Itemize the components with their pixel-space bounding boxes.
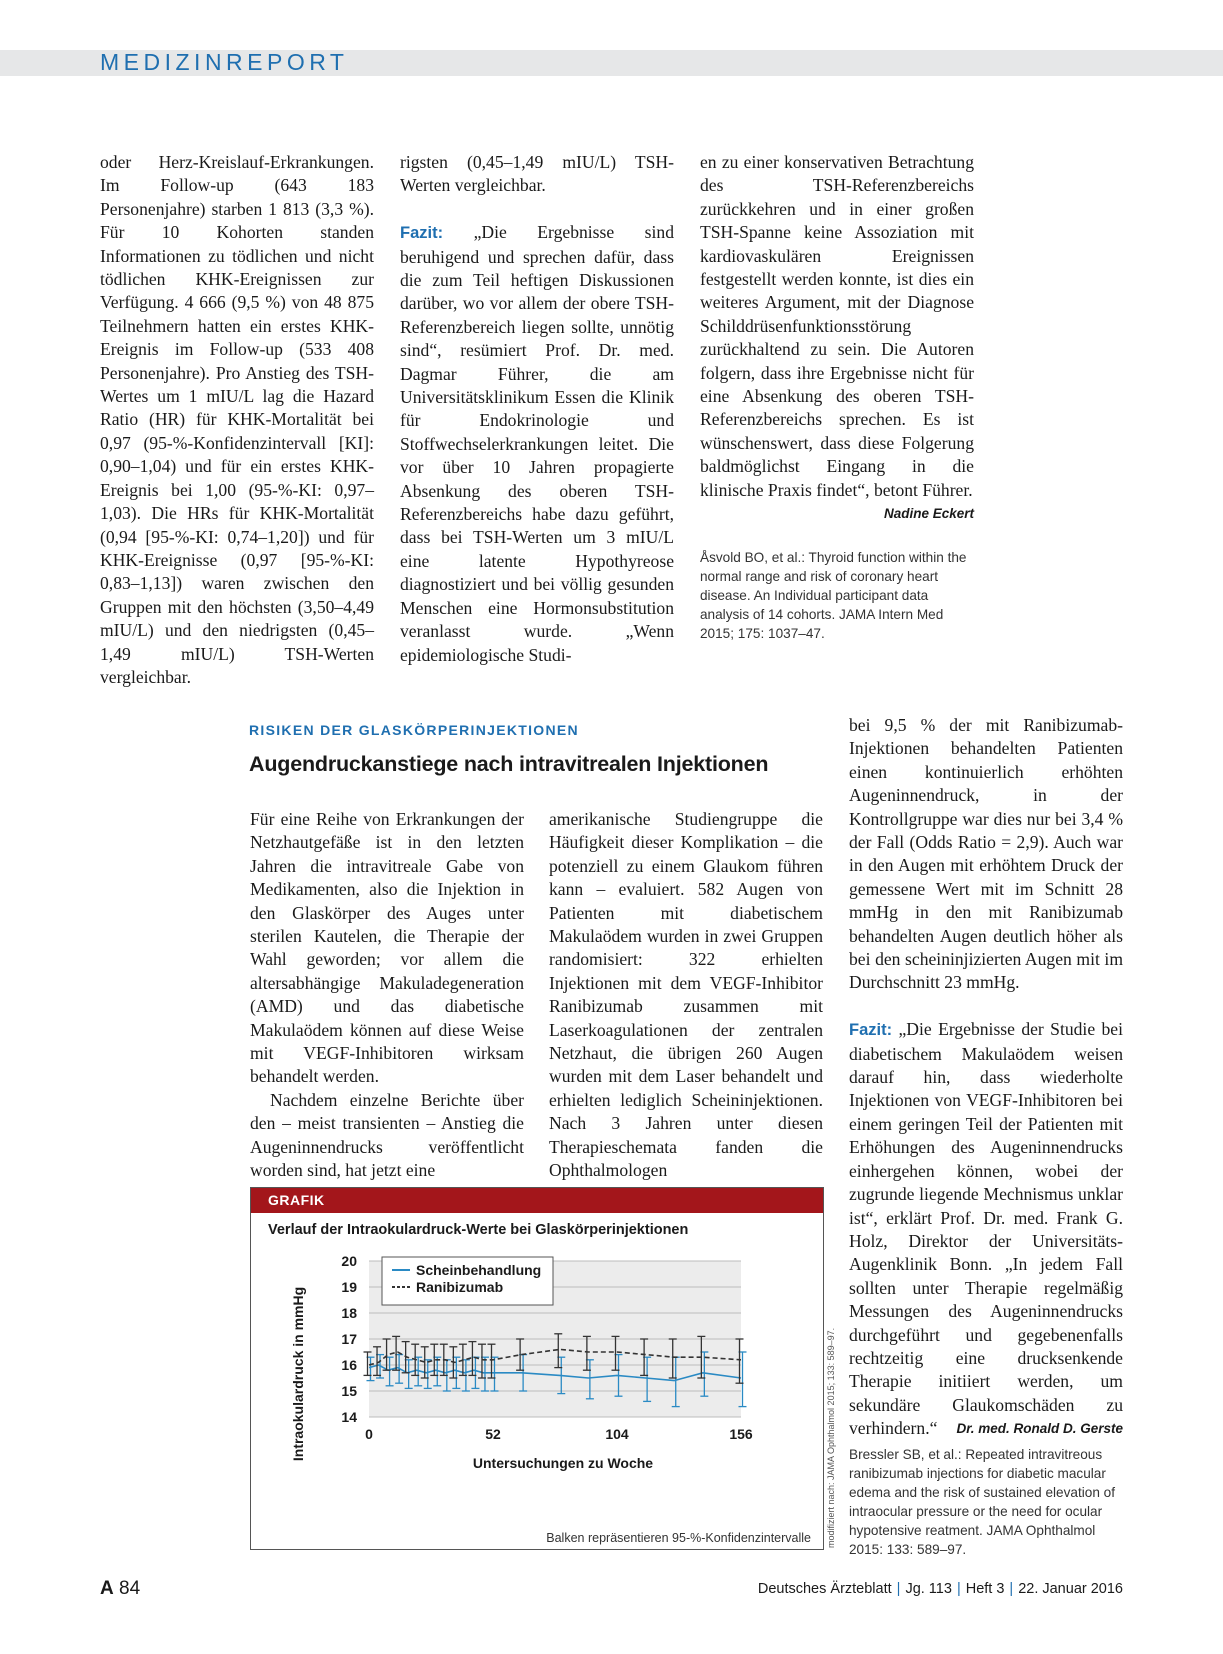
article2-fazit-paragraph [849,1018,1123,1440]
y-tick-label: 19 [341,1279,357,1295]
page-prefix: A [100,1578,114,1599]
article1-column-3 [700,151,974,526]
article1-author: Nadine Eckert [883,506,974,522]
x-tick-label: 0 [365,1426,373,1442]
y-tick-label: 20 [341,1253,357,1269]
footer-date: 22. Januar 2016 [1018,1581,1123,1597]
article1-column-1 [100,151,374,689]
legend-entry: Scheinbehandlung [416,1262,542,1278]
article1-col3-text: en zu einer konservativen Betrachtung des TSH-Referenzbereichs zurückkehren und in einer großen TSH-Spanne keine Assoziation mit kardiovaskulären Ereignissen festgestellt werden konnte, ist dies ein weiteres Argument, mit der Diagnose Schilddrüsenfunktionsstörung zurückhaltend zu sein. Die Autoren folgern, dass ihre Ergebnisse nicht für eine Absenkung des oberen TSH-Referenzbereichs sprechen. Es ist wünschenswert, dass diese Folgerung baldmöglichst Eingang in die klinische Praxis findet“, betont Führer. [700,152,974,500]
y-tick-label: 15 [341,1383,357,1399]
grafik-title: Verlauf der Intraokulardruck-Werte bei Glaskörperinjektionen [268,1222,689,1238]
chart-svg [251,1188,823,1549]
footer-journal: Deutsches Ärzteblatt [757,1581,892,1597]
article1-col1-text: oder Herz-Kreislauf-Erkrankungen. Im Follow-up (643 183 Personenjahre) starben 1 813 (3,3 %). Für 10 Kohorten standen Informationen zu tödlichen und nicht tödlichen KHK-Ereignissen zur Verfügung. 4 666 (9,5 %) von 48 875 Teilnehmern hatten ein erstes KHK-Ereignis im Follow-up (533 408 Personenjahre). Pro Anstieg des TSH-Wertes um 1 mIU/L lag die Hazard Ratio (HR) für KHK-Mortalität bei 0,97 (95-%-Konfidenzintervall [KI]: 0,90–1,04) und für ein erstes KHK-Ereignis bei 1,00 (95-%-KI: 0,97–1,03). Die HRs für KHK-Mortalität (0,94 [95-%-KI: 0,74–1,20]) und für KHK-Ereignisse (0,97 [95-%-KI: 0,83–1,13]) waren zwischen den Gruppen mit den höchsten (3,50–4,49 mIU/L) und den niedrigsten (0,45–1,49 mIU/L) TSH-Werten vergleichbar. [100,152,374,687]
x-axis-label: Untersuchungen zu Woche [472,1455,654,1471]
section-label: MEDIZINREPORT [100,49,349,75]
x-tick-label: 156 [729,1426,753,1442]
grafik-source: modifiziert nach: JAMA Ophthalmol 2015; 133: 589–97. [826,1327,836,1548]
article2-author: Dr. med. Ronald D. Gerste [956,1421,1123,1437]
fazit-label: Fazit: [400,224,444,243]
article2-kicker: RISIKEN DER GLASKÖRPERINJEKTIONEN [249,722,579,738]
article1-col2-text-2: „Die Ergebnisse sind beruhigend und sprechen dafür, dass die zum Teil heftigen Diskussionen darüber, wo vor allem der obere TSH-Referenzbereich liegen sollte, unnötig sind“, resümiert Prof. Dr. med. Dagmar Führer, die am Universitätsklinikum Essen die Klinik für Endokrinologie und Stoffwechselerkrankungen leitet. Die vor über 10 Jahren propagierte Absenkung des oberen TSH-Referenzbereichs habe dazu geführt, dass bei TSH-Werten um 3 mIU/L eine latente Hypothyreose diagnostiziert und bei völlig gesunden Menschen eine Hormonsubstitution veranlasst wurde. „Wenn epidemiologische Studi- [400,222,674,665]
fazit-label: Fazit: [849,1021,893,1040]
y-tick-label: 18 [341,1305,357,1321]
article1-reference: Åsvold BO, et al.: Thyroid function within the normal range and risk of coronary heart disease. An Individual participant data analysis of 14 cohorts. JAMA Intern Med 2015; 175: 1037–47. [700,550,967,641]
article1-fazit-paragraph [400,221,674,667]
page-number [100,1578,140,1600]
grafik-box [250,1187,824,1550]
article2-column-1 [250,808,524,1183]
article2-col1-text-1: Für eine Reihe von Erkrankungen der Netzhautgefäße ist in den letzten Jahren die intravitreale Gabe von Medikamenten, also die Injektion in den Glaskörper des Auges unter sterilen Kautelen, die Therapie der Wahl geworden; vor allem die altersabhängige Makuladegeneration (AMD) und das diabetische Makulaödem können auf diese Weise mit VEGF-Inhibitoren wirksam behandelt werden. [250,809,524,1087]
article2-col3-text-1: bei 9,5 % der mit Ranibizumab-Injektionen behandelten Patienten einen kontinuierlich erhöhten Augeninnendruck, in der Kontrollgruppe war dies nur bei 3,4 % der Fall (Odds Ratio = 2,9). Auch war in den Augen mit erhöhtem Druck der gemessene Wert mit im Schnitt 28 mmHg in den mit Ranibizumab behandelten Augen deutlich höher als bei den scheininjizierten Augen mit im Durchschnitt 23 mmHg. [849,715,1123,993]
legend-entry: Ranibizumab [416,1279,504,1295]
footer-issue: Heft 3 [965,1581,1005,1597]
article1-col2-text-1: rigsten (0,45–1,49 mIU/L) TSH-Werten vergleichbar. [400,152,674,196]
article2-col1-text-2: Nachdem einzelne Berichte über den – meist transienten – Anstieg die Augeninnendrucks veröffentlicht worden sind, hat jetzt eine [250,1089,524,1181]
article2-column-2 [549,808,823,1183]
article2-column-3 [849,714,1123,1441]
grafik-label: GRAFIK [251,1188,823,1213]
y-tick-label: 14 [341,1409,357,1425]
x-tick-label: 52 [485,1426,501,1442]
footer-volume: Jg. 113 [905,1581,952,1597]
footer-info: Deutsches Ärzteblatt | Jg. 113 | Heft 3 | 22. Januar 2016 [757,1581,1123,1597]
y-tick-label: 16 [341,1357,357,1373]
article1-column-2 [400,151,674,667]
article2-reference: Bressler SB, et al.: Repeated intravitreous ranibizumab injections for diabetic macular edema and the risk of sustained elevation of intraocular pressure or the need for ocular hypotensive reatment. JAMA Ophthalmol 2015: 133: 589–97. [849,1447,1116,1557]
page-number-value: 84 [119,1578,141,1599]
article1-col3-paragraph [700,151,974,522]
y-tick-label: 17 [341,1331,357,1347]
article2-headline: Augendruckanstiege nach intravitrealen Injektionen [249,752,769,776]
article2-col3-text-2: „Die Ergebnisse der Studie bei diabetischem Makulaödem weisen darauf hin, dass wiederholte Injektionen von VEGF-Inhibitoren bei einem geringen Teil der Patienten mit Erhöhungen des Augeninnendrucks einhergehen können, wobei der zugrunde liegende Mechnismus unklar ist“, erklärt Prof. Dr. med. Frank G. Holz, Direktor der Universitäts-Augenklinik Bonn. „In jedem Fall sollten unter Therapie regelmäßig Messungen des Augeninnendrucks durchgeführt und gegebenenfalls rechtzeitig eine drucksenkende Therapie initiiert werden, um sekundäre Glaukomschäden zu verhindern.“ [849,1019,1124,1439]
x-tick-label: 104 [605,1426,629,1442]
y-axis-label: Intraokulardruck in mmHg [290,1286,306,1462]
article2-col2-text: amerikanische Studiengruppe die Häufigkeit dieser Komplikation – die potenziell zu einem Glaukom führen kann – evaluiert. 582 Augen von Patienten mit diabetischem Makulaödem wurden in zwei Gruppen randomisiert: 322 erhielten Injektionen mit dem VEGF-Inhibitor Ranibizumab zusammen mit Laserkoagulationen der zentralen Netzhaut, die übrigen 260 Augen wurden mit dem Laser behandelt und erhielten lediglich Scheininjektionen. Nach 3 Jahren unter diesen Therapieschemata fanden die Ophthalmologen [549,809,823,1181]
grafik-note: Balken repräsentieren 95-%-Konfidenzintervalle [546,1531,811,1545]
